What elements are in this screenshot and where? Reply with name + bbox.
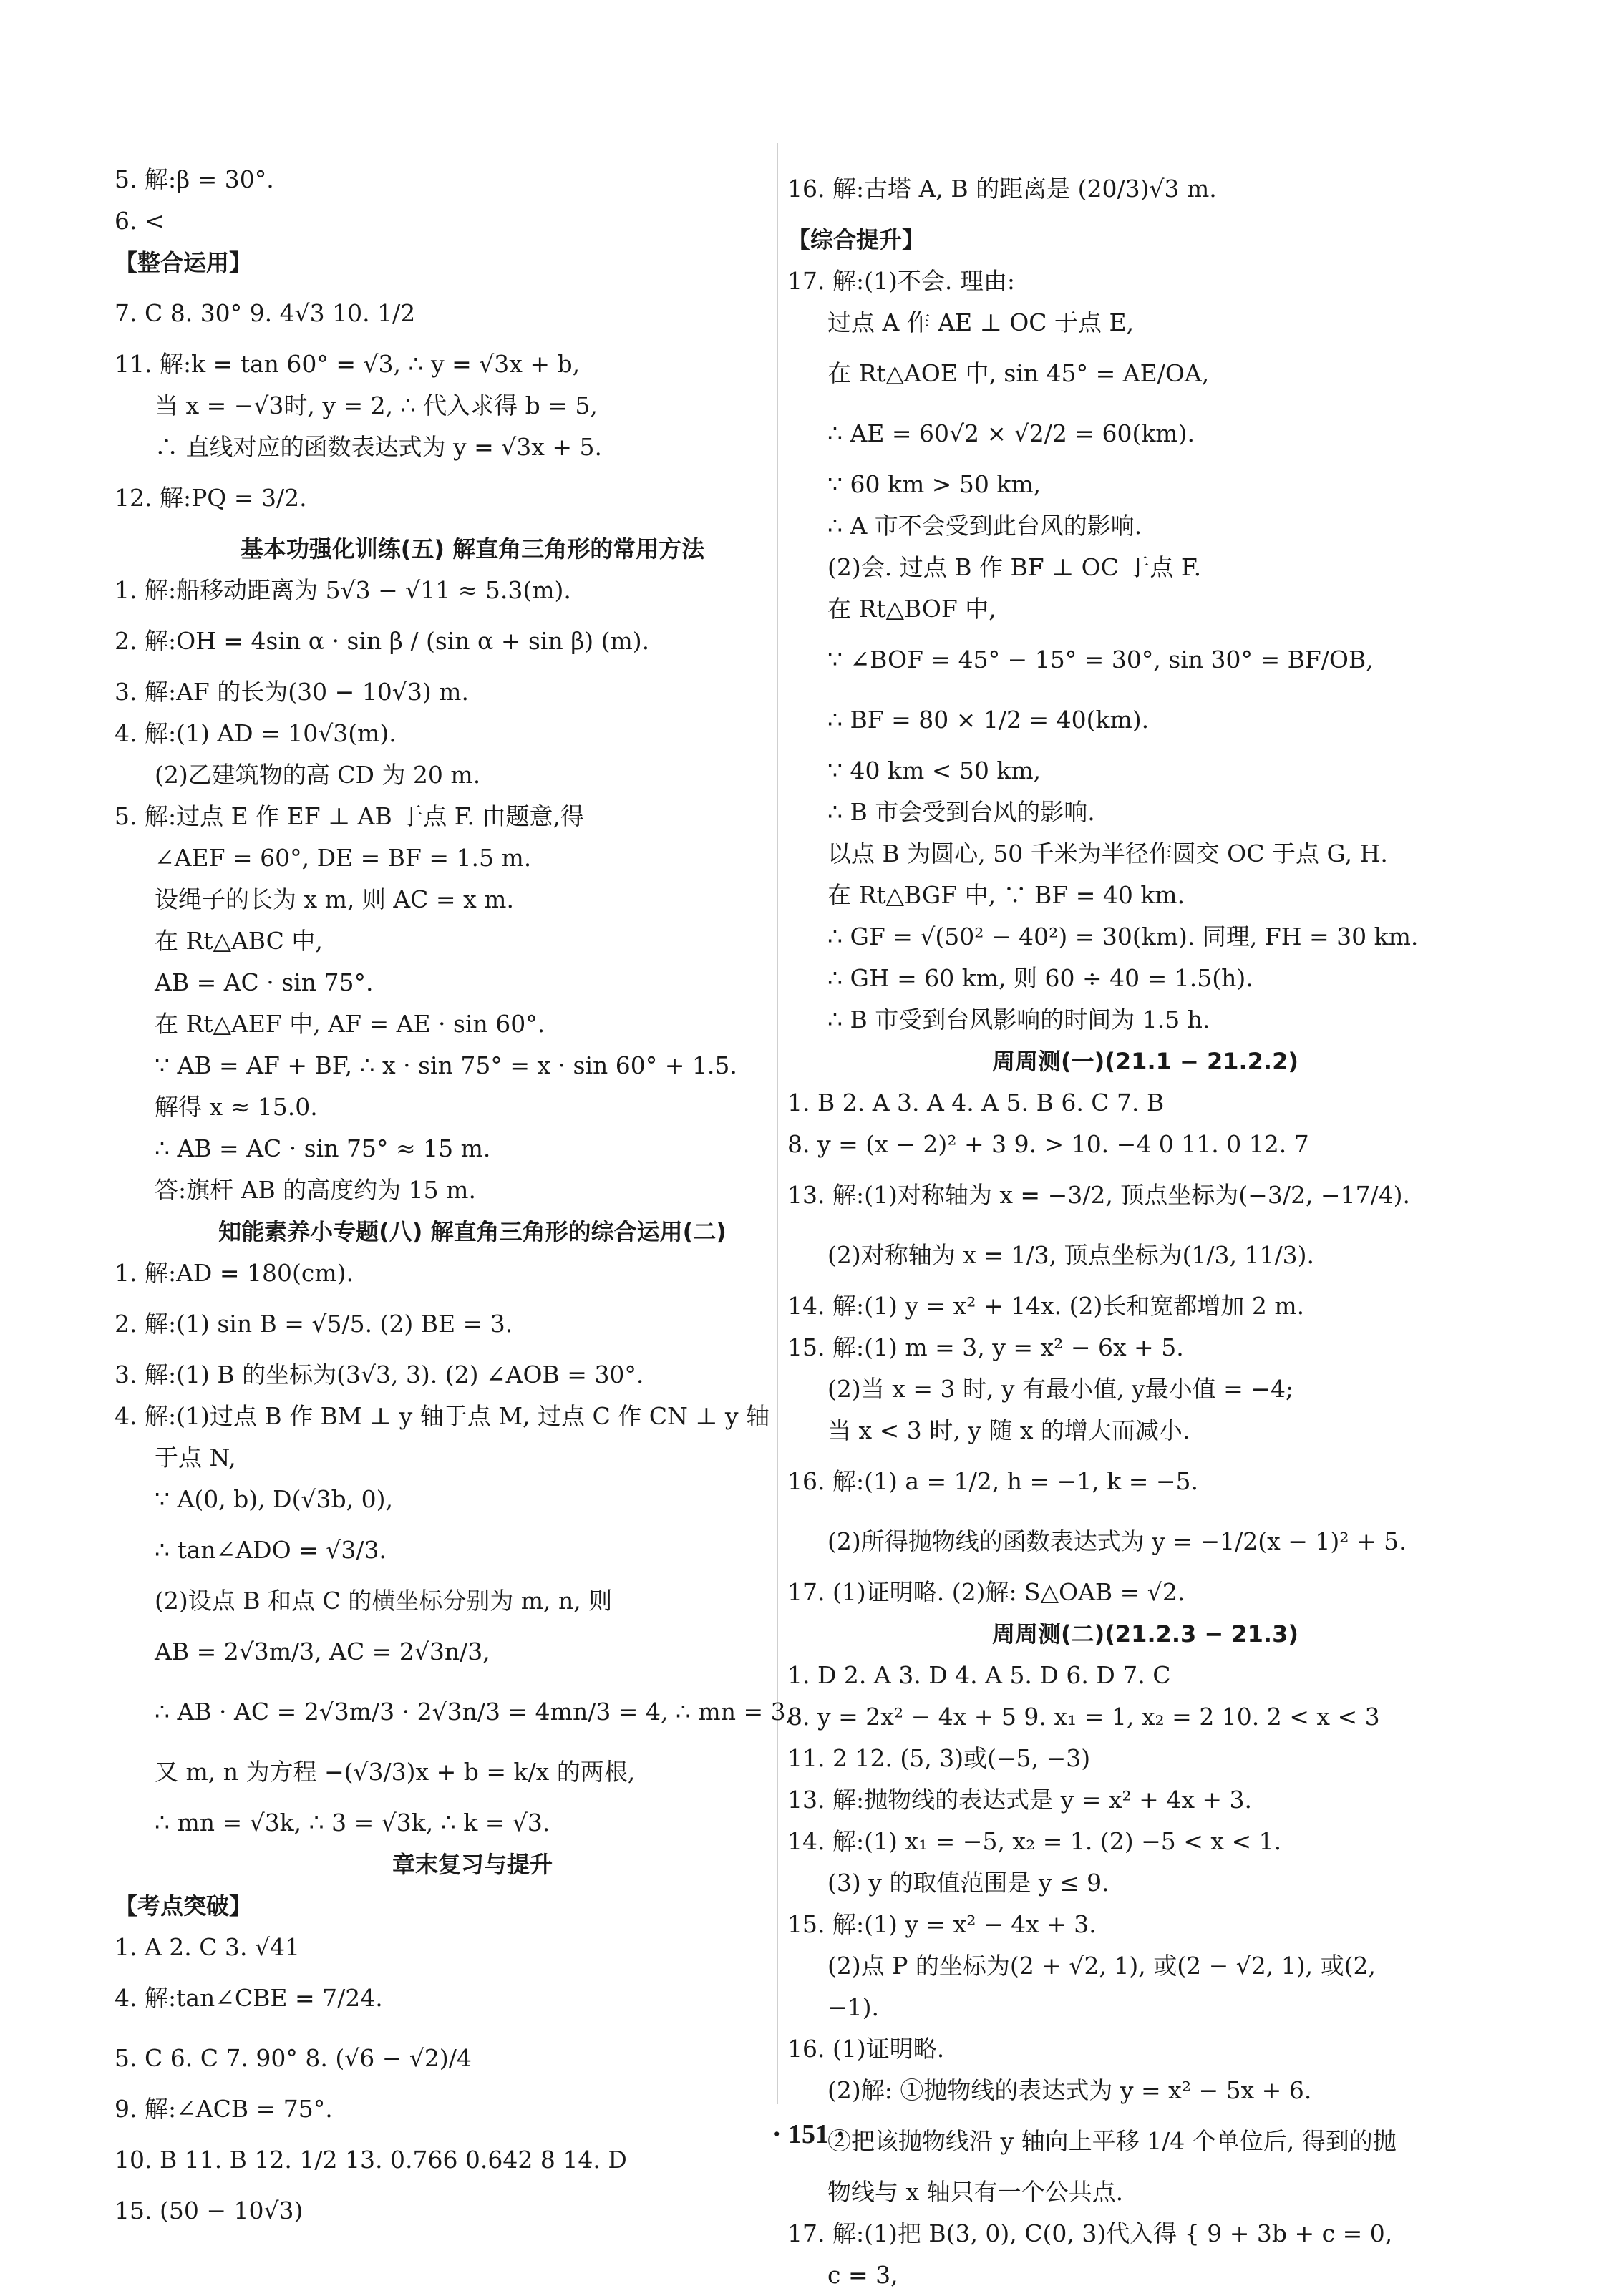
- answer-line: 7. C 8. 30° 9. 4√3 10. 1/2: [115, 299, 416, 327]
- answer-line: 2. 解:OH = 4sin α · sin β / (sin α + sin β) (m).: [115, 627, 650, 655]
- answer-line: AB = 2√3m/3, AC = 2√3n/3,: [155, 1638, 490, 1665]
- answer-line: (2)对称轴为 x = 1/3, 顶点坐标为(1/3, 11/3).: [827, 1241, 1314, 1269]
- answer-line: 8. y = 2x² − 4x + 5 9. x₁ = 1, x₂ = 2 10. 2 < x < 3: [787, 1703, 1380, 1731]
- answer-line: ∵ ∠BOF = 45° − 15° = 30°, sin 30° = BF/OB,: [827, 646, 1374, 673]
- answer-line: 1. A 2. C 3. √41: [115, 1933, 301, 1961]
- answer-line: 6. <: [115, 207, 165, 235]
- answer-line: 于点 N,: [155, 1444, 236, 1472]
- answer-line: ∴ A 市不会受到此台风的影响.: [827, 512, 1142, 540]
- answer-line: 4. 解:(1)过点 B 作 BM ⊥ y 轴于点 M, 过点 C 作 CN ⊥ y 轴: [115, 1402, 769, 1430]
- answer-line: 在 Rt△BGF 中, ∵ BF = 40 km.: [827, 881, 1185, 909]
- answer-line: 14. 解:(1) y = x² + 14x. (2)长和宽都增加 2 m.: [787, 1292, 1305, 1320]
- answer-line: 以点 B 为圆心, 50 千米为半径作圆交 OC 于点 G, H.: [827, 840, 1388, 867]
- answer-line: 又 m, n 为方程 −(√3/3)x + b = k/x 的两根,: [155, 1758, 636, 1786]
- answer-line: 5. C 6. C 7. 90° 8. (√6 − √2)/4: [115, 2044, 472, 2072]
- answer-line: 14. 解:(1) x₁ = −5, x₂ = 1. (2) −5 < x < 1.: [787, 1827, 1282, 1855]
- answer-line: 过点 A 作 AE ⊥ OC 于点 E,: [827, 308, 1135, 336]
- answer-line: (2)乙建筑物的高 CD 为 20 m.: [155, 761, 481, 789]
- answer-line: 解得 x ≈ 15.0.: [155, 1093, 318, 1121]
- answer-line: AB = AC · sin 75°.: [155, 968, 374, 996]
- right-column: [787, 159, 1503, 2296]
- answer-line: 17. (1)证明略. (2)解: S△OAB = √2.: [787, 1578, 1185, 1606]
- answer-line: 17. 解:(1)不会. 理由:: [787, 267, 1015, 295]
- answer-line: 1. 解:船移动距离为 5√3 − √11 ≈ 5.3(m).: [115, 576, 571, 604]
- answer-line: 8. y = (x − 2)² + 3 9. > 10. −4 0 11. 0 12. 7: [787, 1130, 1309, 1158]
- answer-line: ∵ A(0, b), D(√3b, 0),: [155, 1485, 393, 1513]
- answer-line: (2)设点 B 和点 C 的横坐标分别为 m, n, 则: [155, 1587, 613, 1615]
- answer-line: 16. 解:(1) a = 1/2, h = −1, k = −5.: [787, 1467, 1198, 1495]
- answer-line: 17. 解:(1)把 B(3, 0), C(0, 3)代入得 { 9 + 3b + c = 0,: [787, 2219, 1393, 2247]
- answer-line: 4. 解:tan∠CBE = 7/24.: [115, 1984, 383, 2012]
- answer-line: ∴ AE = 60√2 × √2/2 = 60(km).: [827, 419, 1195, 447]
- section-heading: 周周测(二)(21.2.3 − 21.3): [992, 1620, 1298, 1648]
- answer-line: 1. B 2. A 3. A 4. A 5. B 6. C 7. B: [787, 1089, 1165, 1117]
- section-label: 【整合运用】: [115, 249, 253, 276]
- answer-line: 答:旗杆 AB 的高度约为 15 m.: [155, 1176, 476, 1204]
- answer-line: (3) y 的取值范围是 y ≤ 9.: [827, 1869, 1109, 1897]
- answer-line: 在 Rt△AEF 中, AF = AE · sin 60°.: [155, 1010, 545, 1038]
- answer-line: 13. 解:抛物线的表达式是 y = x² + 4x + 3.: [787, 1786, 1253, 1814]
- answer-line: 3. 解:(1) B 的坐标为(3√3, 3). (2) ∠AOB = 30°.: [115, 1361, 644, 1388]
- answer-line: 12. 解:PQ = 3/2.: [115, 484, 307, 512]
- section-heading: 章末复习与提升: [392, 1851, 553, 1878]
- answer-line: 15. 解:(1) y = x² − 4x + 3.: [787, 1910, 1097, 1938]
- answer-line: 10. B 11. B 12. 1/2 13. 0.766 0.642 8 14. D: [115, 2146, 627, 2174]
- answer-line: 在 Rt△BOF 中,: [827, 595, 996, 623]
- answer-line: ∴ GF = √(50² − 40²) = 30(km). 同理, FH = 30 km.: [827, 923, 1419, 950]
- answer-line: 物线与 x 轴只有一个公共点.: [827, 2178, 1124, 2206]
- answer-line: (2)解: ①抛物线的表达式为 y = x² − 5x + 6.: [827, 2076, 1312, 2104]
- section-heading: 基本功强化训练(五) 解直角三角形的常用方法: [240, 535, 705, 563]
- answer-line: ∴ AB = AC · sin 75° ≈ 15 m.: [155, 1134, 491, 1162]
- section-label: 【综合提升】: [787, 226, 926, 253]
- answer-line: 4. 解:(1) AD = 10√3(m).: [115, 719, 397, 747]
- answer-line: 当 x = −√3时, y = 2, ∴ 代入求得 b = 5,: [155, 391, 598, 419]
- answer-line: ∴ B 市受到台风影响的时间为 1.5 h.: [827, 1006, 1210, 1033]
- answer-line: (2)所得抛物线的函数表达式为 y = −1/2(x − 1)² + 5.: [827, 1527, 1407, 1555]
- answer-line: ∠AEF = 60°, DE = BF = 1.5 m.: [155, 844, 532, 872]
- answer-line: ∵ 60 km > 50 km,: [827, 470, 1041, 498]
- answer-line: ∴ BF = 80 × 1/2 = 40(km).: [827, 706, 1150, 734]
- answer-line: 2. 解:(1) sin B = √5/5. (2) BE = 3.: [115, 1310, 513, 1338]
- answer-line: 在 Rt△ABC 中,: [155, 927, 323, 955]
- answer-line: 当 x < 3 时, y 随 x 的增大而减小.: [827, 1416, 1190, 1444]
- answer-line: 5. 解:β = 30°.: [115, 165, 274, 193]
- answer-line: 1. 解:AD = 180(cm).: [115, 1259, 354, 1287]
- answer-line: 11. 解:k = tan 60° = √3, ∴ y = √3x + b,: [115, 350, 581, 378]
- answer-line: ∴ B 市会受到台风的影响.: [827, 798, 1095, 826]
- answer-line: ∴ mn = √3k, ∴ 3 = √3k, ∴ k = √3.: [155, 1809, 550, 1837]
- answer-line: ②把该抛物线沿 y 轴向上平移 1/4 个单位后, 得到的抛: [827, 2127, 1397, 2155]
- page-number: · 151 ·: [772, 2119, 845, 2149]
- answer-line: (2)会. 过点 B 作 BF ⊥ OC 于点 F.: [827, 553, 1202, 581]
- answer-line: 设绳子的长为 x m, 则 AC = x m.: [155, 885, 514, 913]
- answer-line: 16. 解:古塔 A, B 的距离是 (20/3)√3 m.: [787, 175, 1217, 203]
- answer-line: 11. 2 12. (5, 3)或(−5, −3): [787, 1744, 1091, 1772]
- answer-line: 9. 解:∠ACB = 75°.: [115, 2095, 333, 2123]
- answer-line: ∵ 40 km < 50 km,: [827, 757, 1041, 784]
- answer-line: 5. 解:过点 E 作 EF ⊥ AB 于点 F. 由题意,得: [115, 802, 584, 830]
- section-heading: 知能素养小专题(八) 解直角三角形的综合运用(二): [218, 1218, 727, 1245]
- answer-line: −1).: [827, 1993, 880, 2021]
- answer-line: 15. (50 − 10√3): [115, 2197, 304, 2224]
- left-column: [115, 159, 830, 2232]
- answer-line: 在 Rt△AOE 中, sin 45° = AE/OA,: [827, 359, 1210, 387]
- answer-line: c = 3,: [827, 2261, 898, 2289]
- section-label: 【考点突破】: [115, 1892, 253, 1920]
- answer-line: 1. D 2. A 3. D 4. A 5. D 6. D 7. C: [787, 1661, 1171, 1689]
- answer-line: ∴ GH = 60 km, 则 60 ÷ 40 = 1.5(h).: [827, 964, 1253, 992]
- answer-line: 13. 解:(1)对称轴为 x = −3/2, 顶点坐标为(−3/2, −17/4).: [787, 1181, 1411, 1209]
- answer-line: (2)当 x = 3 时, y 有最小值, y最小值 = −4;: [827, 1375, 1294, 1403]
- answer-line: 15. 解:(1) m = 3, y = x² − 6x + 5.: [787, 1333, 1184, 1361]
- answer-line: ∴ tan∠ADO = √3/3.: [155, 1536, 387, 1564]
- answer-line: ∵ AB = AF + BF, ∴ x · sin 75° = x · sin 60° + 1.5.: [155, 1051, 737, 1079]
- answer-line: ∴ AB · AC = 2√3m/3 · 2√3n/3 = 4mn/3 = 4, ∴ mn = 3,: [155, 1698, 794, 1726]
- section-heading: 周周测(一)(21.1 − 21.2.2): [992, 1048, 1298, 1075]
- answer-line: (2)点 P 的坐标为(2 + √2, 1), 或(2 − √2, 1), 或(2,: [827, 1952, 1376, 1980]
- answer-line: 16. (1)证明略.: [787, 2035, 945, 2063]
- answer-line: 3. 解:AF 的长为(30 − 10√3) m.: [115, 678, 469, 706]
- answer-line: ∴ 直线对应的函数表达式为 y = √3x + 5.: [155, 433, 603, 461]
